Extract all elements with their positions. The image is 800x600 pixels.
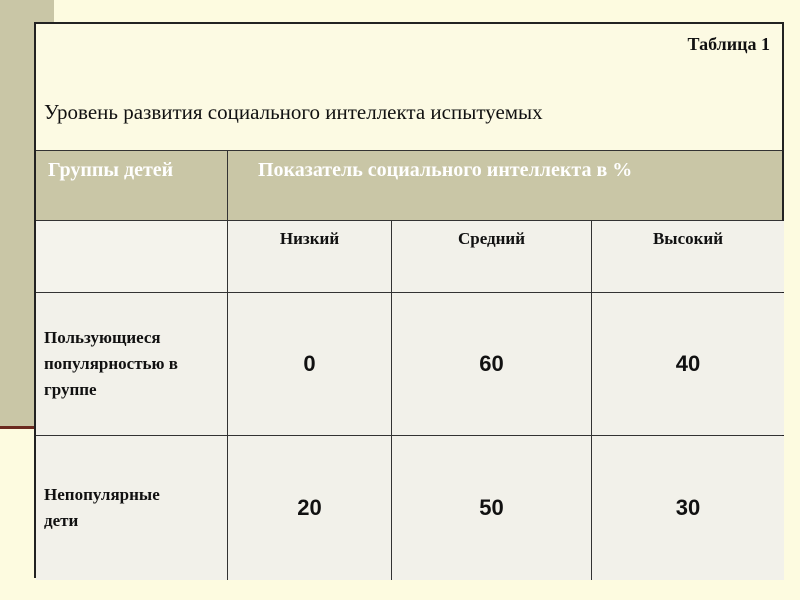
value-medium: 60: [479, 351, 504, 376]
value-low: 20: [297, 495, 322, 520]
value-cell: [392, 293, 592, 435]
data-table: [34, 22, 784, 578]
level-label: Высокий: [652, 229, 724, 248]
value-cell: [592, 293, 784, 435]
level-cell-high: [592, 221, 784, 292]
table-title-row: [36, 24, 782, 151]
value-medium: 50: [479, 495, 504, 520]
value-cell: [392, 436, 592, 580]
header-groups: Группы детей: [36, 151, 228, 220]
level-cell-low: [228, 221, 392, 292]
table-row: [36, 436, 782, 580]
value-low: 0: [303, 351, 316, 376]
value-cell: [592, 436, 784, 580]
value-cell: [228, 436, 392, 580]
row-label: Пользующиеся популярностью в группе: [44, 328, 178, 399]
table-row: [36, 293, 782, 436]
table-caption: Уровень развития социального интеллекта испытуемых: [44, 100, 543, 124]
row-label: Непопулярные дети: [44, 485, 160, 530]
level-label: Средний: [457, 229, 526, 248]
value-high: 30: [675, 495, 701, 520]
level-cell-medium: [392, 221, 592, 292]
empty-cell: [36, 221, 228, 292]
table-header-row: [36, 151, 782, 221]
row-label-cell: [36, 293, 228, 435]
row-label-cell: [36, 436, 228, 580]
value-cell: [228, 293, 392, 435]
value-high: 40: [675, 351, 701, 376]
table-number: Таблица 1: [687, 34, 770, 54]
level-subheader-row: [36, 221, 782, 293]
header-indicator: Показатель социального интеллекта в %: [258, 159, 633, 181]
level-label: Низкий: [279, 229, 340, 248]
